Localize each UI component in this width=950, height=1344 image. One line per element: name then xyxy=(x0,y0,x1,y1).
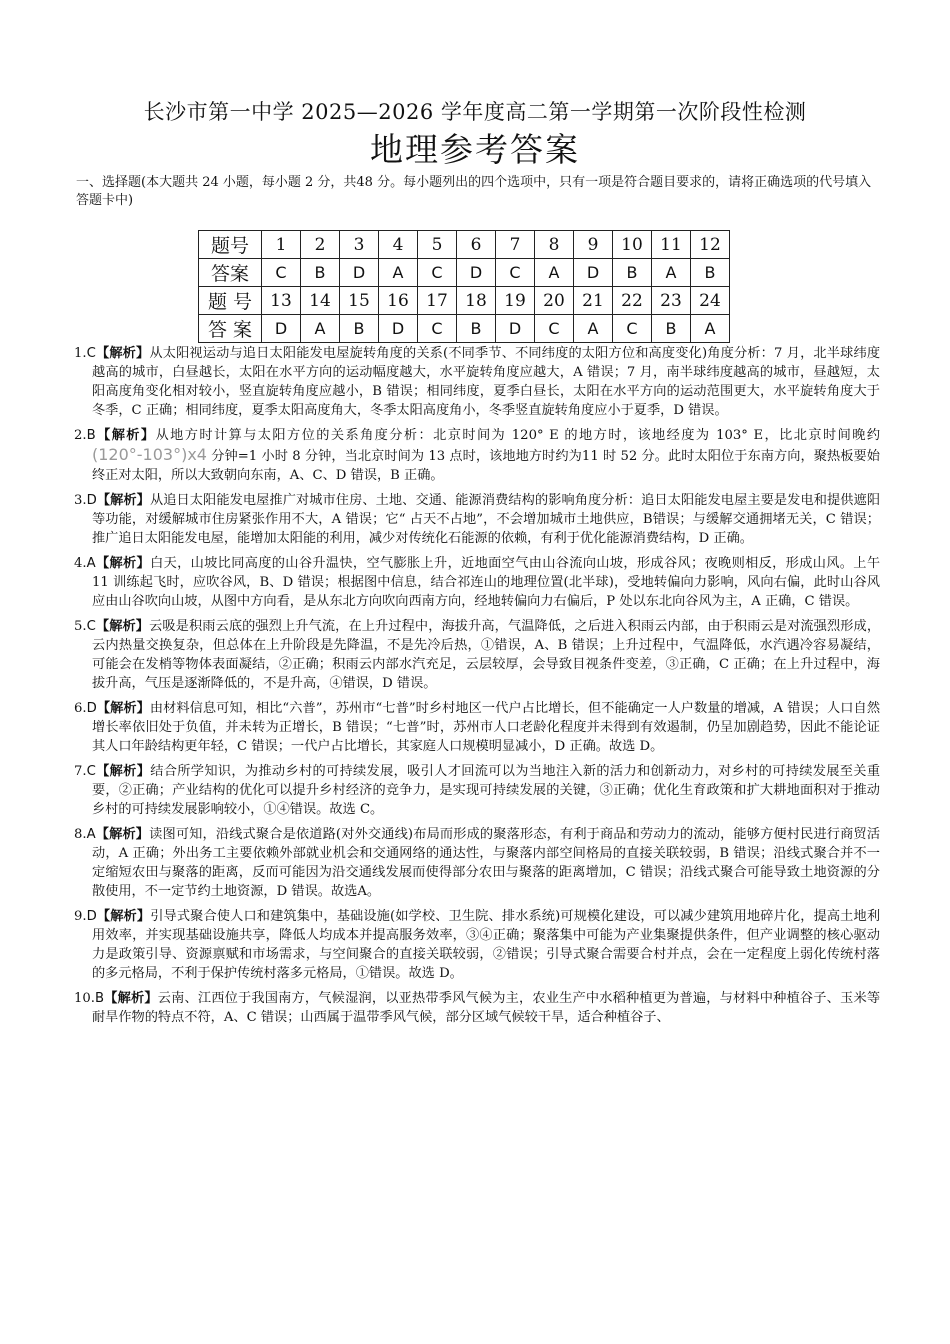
answer-cell: B xyxy=(691,259,730,287)
answer-cell: D xyxy=(574,259,613,287)
question-number: 2 xyxy=(301,231,340,259)
item-tag: 【解析】 xyxy=(95,346,150,361)
table-row-numbers-2 xyxy=(199,287,730,315)
item-tag: 【解析】 xyxy=(95,827,150,842)
explanation-item xyxy=(74,699,880,756)
item-number: 10. xyxy=(74,991,95,1006)
question-number: 20 xyxy=(535,287,574,315)
answer-cell: D xyxy=(457,259,496,287)
item-tag: 【解析】 xyxy=(104,991,158,1006)
answer-cell: C xyxy=(535,315,574,343)
answer-cell: A xyxy=(301,315,340,343)
time-formula: (120°-103°)x4 xyxy=(92,445,207,464)
item-answer: C xyxy=(86,346,96,361)
item-tag: 【解析】 xyxy=(95,556,151,571)
table-row-numbers-1 xyxy=(199,231,730,259)
question-number: 22 xyxy=(613,287,652,315)
explanation-item xyxy=(74,554,880,611)
question-number: 7 xyxy=(496,231,535,259)
question-number: 15 xyxy=(340,287,379,315)
question-number: 17 xyxy=(418,287,457,315)
answer-cell: D xyxy=(262,315,301,343)
item-text: 从地方时计算与太阳方位的关系角度分析：北京时间为 120° E 的地方时，该地经度为 103° E，比北京时间晚约 xyxy=(155,428,881,443)
item-text: 读图可知，沿线式聚合是依道路(对外交通线)布局而形成的聚落形态，有利于商品和劳动力的流动，能够方便村民进行商贸活动，A 正确；外出务工主要依赖外部就业机会和交通网络的通达性，与聚落内部空间格局的直接关联较弱，B 错误；沿线式聚合并不一定缩短农田与聚落的距离，反而可能因为沿交通线发展而使得部分农田与聚落的距离增加，C 错误；沿线式聚合可能导致土地资源的分散使用，不一定节约土地资源，D 错误。故选A。 xyxy=(92,827,881,899)
answer-cell: D xyxy=(340,259,379,287)
item-text: 云吸是积雨云底的强烈上升气流，在上升过程中，海拔升高，气温降低，之后进入积雨云内部，由于积雨云是对流强烈形成，云内热量交换复杂，但总体在上升阶段是先降温，不是先冷后热，①错误，A、B 错误；上升过程中，气温降低，水汽遇冷容易凝结，可能会在发梢等物体表面凝结，②正确；积雨云内部水汽充足，云层较厚，会导致目视条件变差，③正确，C 正确；在上升过程中，海拔升高，气压是逐渐降低的，不是升高，④错误，D 错误。 xyxy=(92,619,881,691)
item-answer: A xyxy=(86,556,96,571)
table-row-answers-1 xyxy=(199,259,730,287)
answer-cell: C xyxy=(418,259,457,287)
row-label: 答案 xyxy=(199,259,262,287)
item-tag: 【解析】 xyxy=(96,909,151,924)
answer-cell: C xyxy=(262,259,301,287)
item-answer: D xyxy=(86,701,97,716)
item-answer: C xyxy=(86,764,96,779)
item-number: 2. xyxy=(74,428,87,443)
row-label: 题 号 xyxy=(199,287,262,315)
answer-cell: C xyxy=(613,315,652,343)
question-number: 5 xyxy=(418,231,457,259)
item-text: 由材料信息可知，相比“六普”，苏州市“七普”时乡村地区一代户占比增长，但不能确定一人户数量的增减，A 错误；人口自然增长率依旧处于负值，并未转为正增长，B 错误；“七普”时，苏州市人口老龄化程度并未得到有效遏制，仍呈加剧趋势，因此不能论证其人口年龄结构更年轻，C 错误；一代户占比增长，其家庭人口规模明显减小，D 正确。故选 D。 xyxy=(92,701,881,754)
question-number: 4 xyxy=(379,231,418,259)
row-label: 题号 xyxy=(199,231,262,259)
item-tag: 【解析】 xyxy=(95,619,150,634)
school-exam-title: 长沙市第一中学 2025—2026 学年度高二第一学期第一次阶段性检测 xyxy=(143,100,807,124)
question-number: 13 xyxy=(262,287,301,315)
answer-cell: C xyxy=(418,315,457,343)
item-tag: 【解析】 xyxy=(96,701,150,716)
item-number: 5. xyxy=(74,619,87,634)
question-number: 11 xyxy=(652,231,691,259)
item-number: 1. xyxy=(74,346,87,361)
answer-cell: D xyxy=(379,315,418,343)
item-tag: 【解析】 xyxy=(95,764,151,779)
answer-cell: A xyxy=(574,315,613,343)
row-label: 答 案 xyxy=(199,315,262,343)
section-intro: 一、选择题(本大题共 24 小题，每小题 2 分，共48 分。每小题列出的四个选项中，只有一项是符合题目要求的，请将正确选项的代号填入答题卡中) xyxy=(76,175,872,208)
answer-cell: A xyxy=(652,259,691,287)
question-number: 16 xyxy=(379,287,418,315)
answer-cell: A xyxy=(379,259,418,287)
answer-cell: B xyxy=(340,315,379,343)
question-number: 21 xyxy=(574,287,613,315)
item-text: 分钟=1 小时 8 分钟，当北京时间为 13 点时，该地地方时约为11 时 52 分。此时太阳位于东南方向，聚热板要始终正对太阳，所以大致朝向东南，A、C、D 错误，B 正确。 xyxy=(92,449,880,483)
item-answer: D xyxy=(86,909,97,924)
item-answer: B xyxy=(86,428,96,443)
item-answer: D xyxy=(86,493,97,508)
explanation-item xyxy=(74,825,880,901)
table-row-answers-2 xyxy=(199,315,730,343)
item-number: 6. xyxy=(74,701,87,716)
answer-cell: A xyxy=(535,259,574,287)
explanation-item xyxy=(74,344,880,420)
page-title: 地理参考答案 xyxy=(370,130,580,169)
question-number: 8 xyxy=(535,231,574,259)
explanation-item xyxy=(74,617,880,693)
item-answer: A xyxy=(86,827,96,842)
item-text: 结合所学知识，为推动乡村的可持续发展，吸引人才回流可以为当地注入新的活力和创新动力，对乡村的可持续发展至关重要，②正确；产业结构的优化可以提升乡村经济的竞争力，是实现可持续发展的关键，③正确；优化生育政策和扩大耕地面积对于推动乡村的可持续发展影响较小，①④错误。故选 C。 xyxy=(92,764,881,817)
answer-cell: C xyxy=(496,259,535,287)
explanations-list xyxy=(74,344,880,1033)
question-number: 19 xyxy=(496,287,535,315)
answer-cell: B xyxy=(457,315,496,343)
answer-cell: B xyxy=(301,259,340,287)
item-number: 9. xyxy=(74,909,87,924)
explanation-item xyxy=(74,426,880,485)
question-number: 12 xyxy=(691,231,730,259)
question-number: 9 xyxy=(574,231,613,259)
question-number: 3 xyxy=(340,231,379,259)
item-number: 3. xyxy=(74,493,87,508)
explanation-item xyxy=(74,762,880,819)
question-number: 24 xyxy=(691,287,730,315)
question-number: 10 xyxy=(613,231,652,259)
answer-cell: B xyxy=(613,259,652,287)
item-number: 4. xyxy=(74,556,87,571)
item-answer: B xyxy=(94,991,105,1006)
explanation-item xyxy=(74,491,880,548)
item-text: 从太阳视运动与追日太阳能发电屋旋转角度的关系(不同季节、不同纬度的太阳方位和高度变化)角度分析：7 月，北半球纬度越高的城市，白昼越长，太阳在水平方向的运动幅度越大，水平旋转角度应越大，A 错误；7 月，南半球纬度越高的城市，昼越短，太阳高度角变化相对较小，竖直旋转角度应越小，B 错误；相同纬度，夏季白昼长，太阳在水平方向的运动范围更大，水平旋转角度大于冬季，C 正确；相同纬度，夏季太阳高度角大，冬季太阳高度角小，冬季竖直旋转角度应小于夏季，D 错误。 xyxy=(92,346,881,418)
answer-cell: A xyxy=(691,315,730,343)
answer-cell: D xyxy=(496,315,535,343)
item-number: 7. xyxy=(74,764,87,779)
answer-cell: B xyxy=(652,315,691,343)
item-text: 云南、江西位于我国南方，气候湿润，以亚热带季风气候为主，农业生产中水稻种植更为普遍，与材料中种植谷子、玉米等耐旱作物的特点不符，A、C 错误；山西属于温带季风气候，部分区域气候较干旱，适合种植谷子、 xyxy=(92,991,881,1025)
question-number: 18 xyxy=(457,287,496,315)
question-number: 14 xyxy=(301,287,340,315)
question-number: 1 xyxy=(262,231,301,259)
explanation-item xyxy=(74,907,880,983)
item-number: 8. xyxy=(74,827,87,842)
explanation-item xyxy=(74,989,880,1027)
question-number: 23 xyxy=(652,287,691,315)
question-number: 6 xyxy=(457,231,496,259)
item-tag: 【解析】 xyxy=(95,428,156,443)
item-text: 白天，山坡比同高度的山谷升温快，空气膨胀上升，近地面空气由山谷流向山坡，形成谷风；夜晚则相反，形成山风。上午 11 训练起飞时，应吹谷风，B、D 错误；根据图中信息，结合祁连山的地理位置(北半球)，受地转偏向力影响，风向右偏，此时山谷风应由山谷吹向山坡，从图中方向看，是从东北方向吹向西南方向，经地转偏向力右偏后，P 处以东北向谷风为主，A 正确，C 错误。 xyxy=(92,556,881,609)
item-text: 从追日太阳能发电屋推广对城市住房、土地、交通、能源消费结构的影响角度分析：追日太阳能发电屋主要是发电和提供遮阳等功能，对缓解城市住房紧张作用不大，A 错误；它“ 占天不占地”，不会增加城市土地供应，B错误；与缓解交通拥堵无关，C 错误；推广追日太阳能发电屋，能增加太阳能的利用，减少对传统化石能源的依赖，有利于优化能源消费结构，D 正确。 xyxy=(92,493,881,546)
item-text: 引导式聚合使人口和建筑集中，基础设施(如学校、卫生院、排水系统)可规模化建设，可以减少建筑用地碎片化，提高土地利用效率，并实现基础设施共享，降低人均成本并提高服务效率，③④正确；聚落集中可能为产业集聚提供条件，但产业调整的核心驱动力是政策引导、资源禀赋和市场需求，与空间聚合的直接关联较弱，②错误；引导式聚合需要合村并点，会在一定程度上弱化传统村落的多元格局，不利于保护传统村落多元格局，①错误。故选 D。 xyxy=(92,909,881,981)
item-answer: C xyxy=(86,619,96,634)
item-tag: 【解析】 xyxy=(96,493,150,508)
answer-table xyxy=(198,230,730,343)
